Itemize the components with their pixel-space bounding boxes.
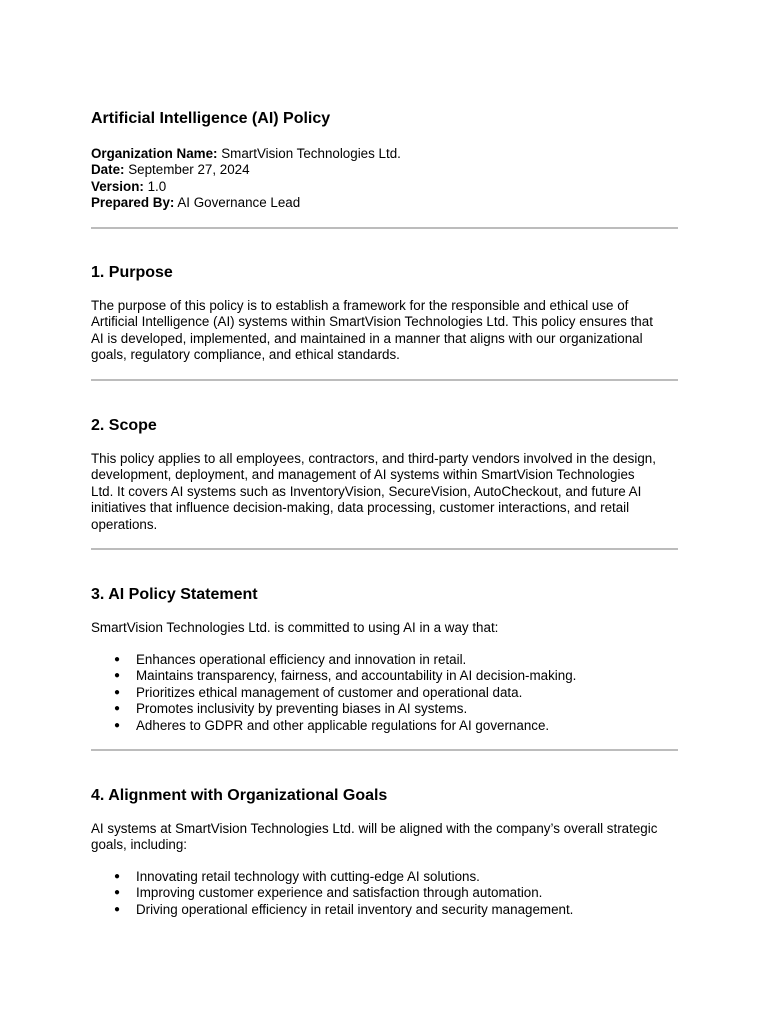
section-heading-statement: 3. AI Policy Statement — [91, 586, 258, 603]
document-title: Artificial Intelligence (AI) Policy — [91, 110, 331, 127]
bullet-icon: ● — [114, 686, 121, 698]
meta-version: Version: 1.0 — [91, 178, 167, 194]
list-item: ● Prioritizes ethical management of customer and operational data. — [114, 684, 523, 700]
document-meta — [91, 146, 401, 212]
section-body-scope: This policy applies to all employees, contractors, and third-party vendors involved in the design, development, deployment, and management of AI systems within SmartVision Technologies Ltd. It covers AI systems such as InventoryVision, SecureVision, AutoCheckout, and future AI initiatives that influence decision-making, data processing, customer interactions, and retail operations. — [91, 451, 656, 532]
meta-date: Date: September 27, 2024 — [91, 162, 250, 178]
alignment-bullet-list — [91, 869, 573, 918]
bullet-icon: ● — [114, 670, 121, 682]
bullet-icon: ● — [114, 703, 121, 715]
list-item: ● Improving customer experience and satisfaction through automation. — [114, 885, 543, 901]
section-heading-purpose: 1. Purpose — [91, 264, 173, 281]
list-item: ● Innovating retail technology with cutting-edge AI solutions. — [114, 869, 480, 884]
divider — [91, 749, 678, 751]
section-body-purpose: The purpose of this policy is to establish a framework for the responsible and ethical use of Artificial Intelligence (AI) systems within SmartVision Technologies Ltd. This policy ensures that AI is developed, implemented, and maintained in a manner that aligns with our organizational goals, regulatory compliance, and ethical standards. — [91, 298, 653, 363]
list-item: ● Enhances operational efficiency and innovation in retail. — [114, 652, 467, 667]
list-item: ● Promotes inclusivity by preventing biases in AI systems. — [114, 701, 468, 717]
list-item: ● Maintains transparency, fairness, and accountability in AI decision-making. — [114, 668, 577, 684]
statement-bullet-list — [91, 652, 576, 734]
bullet-icon: ● — [114, 719, 121, 731]
section-heading-scope: 2. Scope — [91, 417, 157, 434]
section-intro-statement: SmartVision Technologies Ltd. is committed to using AI in a way that: — [91, 620, 499, 635]
section-heading-alignment: 4. Alignment with Organizational Goals — [91, 787, 388, 804]
bullet-icon: ● — [114, 903, 121, 915]
section-intro-alignment: AI systems at SmartVision Technologies Ltd. will be aligned with the company’s overall strategic goals, including: — [91, 821, 658, 853]
bullet-icon: ● — [114, 887, 121, 899]
list-item: ● Adheres to GDPR and other applicable regulations for AI governance. — [114, 717, 550, 733]
divider — [91, 379, 678, 381]
divider — [91, 227, 678, 229]
list-item: ● Driving operational efficiency in retail inventory and security management. — [114, 901, 574, 917]
bullet-icon: ● — [114, 654, 121, 665]
divider — [91, 548, 678, 550]
bullet-icon: ● — [114, 871, 121, 882]
meta-prepared-by: Prepared By: AI Governance Lead — [91, 195, 301, 211]
meta-organization: Organization Name: SmartVision Technologies Ltd. — [91, 146, 401, 161]
